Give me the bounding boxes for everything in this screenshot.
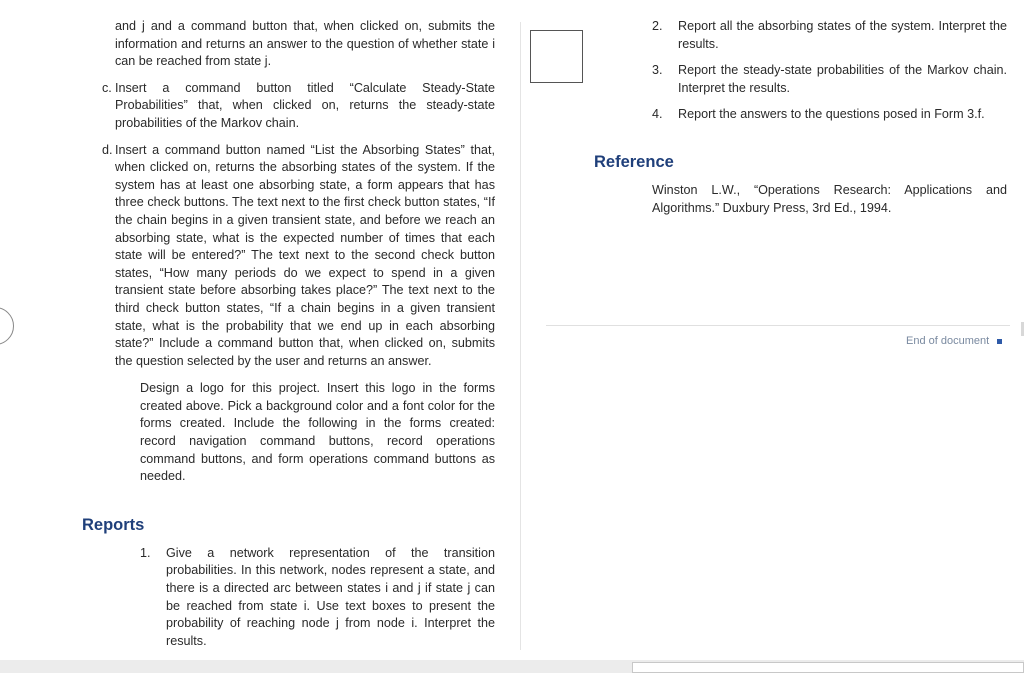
page-edge-circle	[0, 307, 14, 345]
end-of-document-marker	[906, 335, 1002, 347]
bottom-input-field[interactable]	[632, 662, 1024, 673]
list-text-d: Insert a command button named “List the Absorbing States” that, when clicked on, returns the absorbing states of the system. If the system has at least one absorbing state, a form appears that has three check buttons. The text next to the first check button states, “If the chain begins in a given transient state, and before we reach an absorbing state, what is the expected number of times that each state will be entered?” The text next to the second check button states, “How many periods do we expect to spend in a given transient state before absorbing takes place?” The text next to the third check button states, “If a chain begins in a given transient state, what is the probability that we end up in each absorbing state?” Include a command button that, when clicked on, submits the question selected by the user and returns an answer.	[115, 142, 495, 368]
report-label-1: 1.	[140, 545, 151, 560]
empty-checkbox-box	[530, 30, 583, 83]
column-divider	[520, 22, 521, 650]
list-item-c	[82, 80, 495, 133]
reference-text: Winston L.W., “Operations Research: Applications and Algorithms.” Duxbury Press, 3rd Ed., 1994.	[652, 182, 1007, 215]
reference-heading: Reference	[594, 152, 674, 171]
report-item-3	[594, 62, 1007, 97]
intro-text: and j and a command button that, when clicked on, submits the information and returns an answer to the question of whether state i can be reached from state j.	[115, 19, 495, 69]
report-text-4: Report the answers to the questions posed in Form 3.f.	[678, 107, 985, 122]
report-text-1: Give a network representation of the transition probabilities. In this network, nodes represent a state, and there is a directed arc between states i and j if state j can be reached from state i. Use text boxes to present the probability of reaching node j from node i. Interpret the results.	[166, 545, 495, 648]
report-text-2: Report all the absorbing states of the system. Interpret the results.	[678, 19, 1007, 51]
reports-heading: Reports	[82, 515, 145, 534]
end-of-document-text: End of document	[906, 335, 990, 347]
design-text: Design a logo for this project. Insert this logo in the forms created above. Pick a background color and a font color for the forms created. Include the following in the forms created: record navigation command buttons, record operations command buttons, and form operations command buttons as needed.	[140, 381, 495, 484]
report-item-1	[82, 545, 495, 651]
end-square-icon	[997, 339, 1002, 344]
report-label-3: 3.	[652, 63, 663, 78]
report-label-4: 4.	[652, 107, 663, 122]
reference-paragraph	[594, 182, 1007, 217]
report-item-2	[594, 18, 1007, 53]
list-label-c: c.	[102, 80, 112, 95]
list-item-d	[82, 142, 495, 371]
report-text-3: Report the steady-state probabilities of the Markov chain. Interpret the results.	[678, 63, 1007, 95]
intro-paragraph	[82, 18, 495, 71]
design-paragraph	[82, 380, 495, 486]
right-column	[594, 18, 1007, 217]
report-label-2: 2.	[652, 19, 663, 33]
left-column	[82, 18, 495, 650]
list-text-c: Insert a command button titled “Calculate Steady-State Probabilities” that, when clicked on, returns the steady-state probabilities of the Markov chain.	[115, 80, 495, 130]
end-divider-line	[546, 325, 1010, 326]
report-item-4	[594, 106, 1007, 124]
list-label-d: d.	[102, 142, 113, 157]
